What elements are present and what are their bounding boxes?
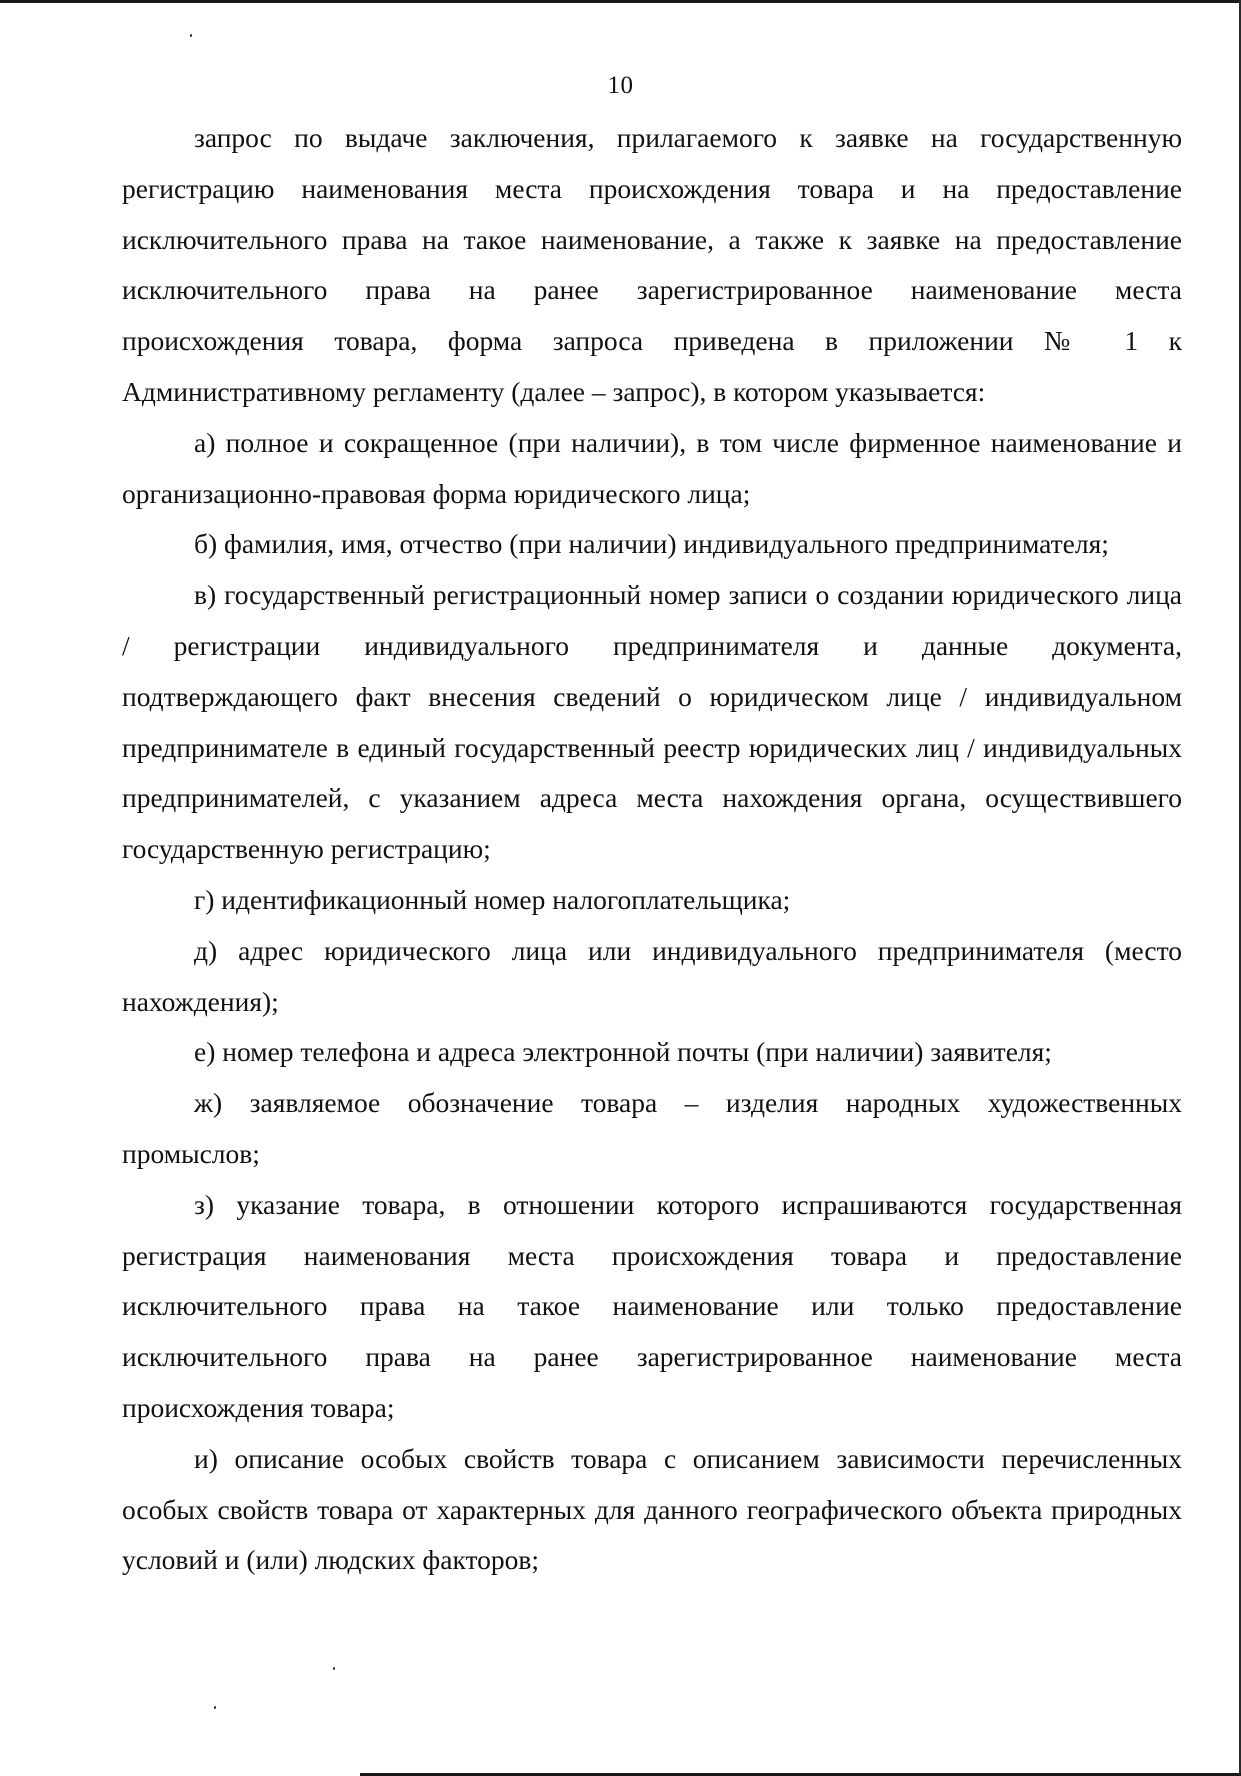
scan-speck [333, 1667, 335, 1670]
paragraph-item-g: г) идентификационный номер налогоплательщика; [194, 883, 791, 915]
page-number: 10 [607, 72, 634, 99]
paragraph-item-d: д) адрес юридического лица или индивидуального предпринимателя (место нахождения); [122, 934, 1182, 1017]
paragraph-request: запрос по выдаче заключения, прилагаемого к заявке на государственную регистрацию наименования места происхождения товара и на предоставление исключительного права на такое наименование, а также к заявке на предоставление исключительного права на ранее зарегистрированное наименование места происхождения товара, форма запроса приведена в приложении № 1 к Административному регламенту (далее – запрос), в котором указывается: [122, 122, 1182, 407]
document-body [122, 113, 1182, 1586]
paragraph-item-v: в) государственный регистрационный номер записи о создании юридического лица / регистрации индивидуального предпринимателя и данные документа, подтверждающего факт внесения сведений о юридическом лице / индивидуальном предпринимателе в единый государственный реестр юридических лиц / индивидуальных предпринимателей, с указанием адреса места нахождения органа, осуществившего государственную регистрацию; [122, 579, 1182, 865]
scan-speck [190, 34, 192, 37]
paragraph-item-b: б) фамилия, имя, отчество (при наличии) индивидуального предпринимателя; [194, 528, 1109, 560]
paragraph-item-a: а) полное и сокращенное (при наличии), в том числе фирменное наименование и организационно-правовая форма юридического лица; [122, 426, 1182, 509]
paragraph-item-e: е) номер телефона и адреса электронной почты (при наличии) заявителя; [194, 1036, 1052, 1068]
scan-border-top [0, 0, 1241, 3]
paragraph-item-z: з) указание товара, в отношении которого испрашиваются государственная регистрация наименования места происхождения товара и предоставление исключительного права на такое наименование или только предоставление исключительного права на ранее зарегистрированное наименование места происхождения товара; [122, 1188, 1182, 1423]
paragraph-item-i: и) описание особых свойств товара с описанием зависимости перечисленных особых свойств товара от характерных для данного географического объекта природных условий и (или) людских факторов; [122, 1442, 1182, 1576]
paragraph-item-zh: ж) заявляемое обозначение товара – изделия народных художественных промыслов; [122, 1087, 1182, 1169]
scan-speck [214, 1706, 216, 1709]
